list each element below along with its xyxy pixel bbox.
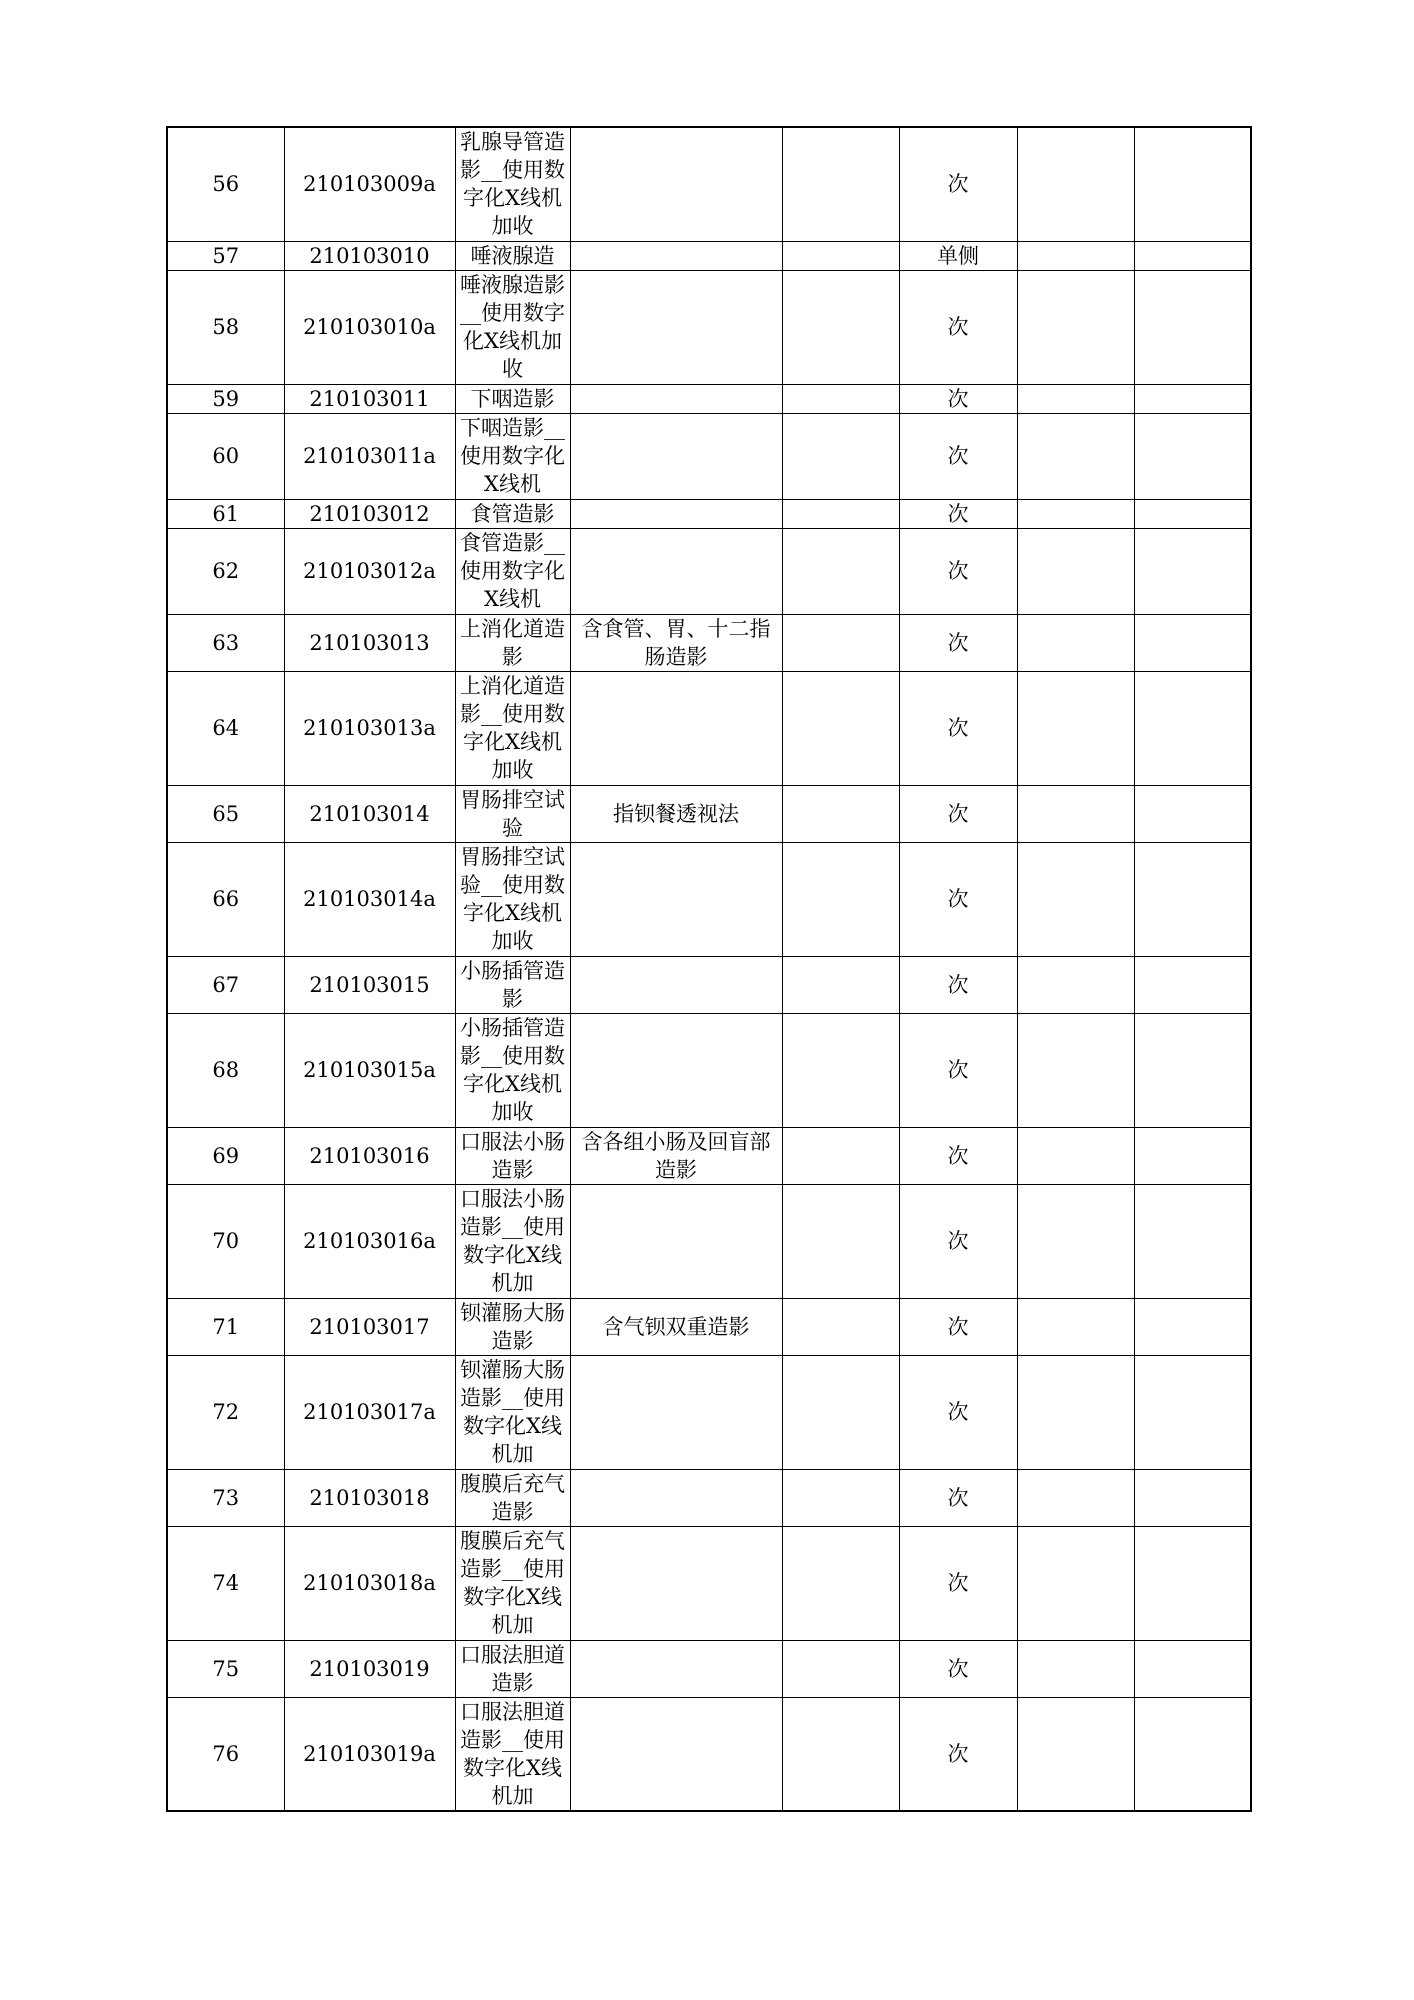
empty-cell xyxy=(1134,241,1251,270)
item-name: 食管造影__使用数字化X线机 xyxy=(455,528,570,614)
item-unit: 次 xyxy=(899,1640,1017,1697)
empty-cell xyxy=(1017,785,1134,842)
item-unit: 次 xyxy=(899,1355,1017,1469)
empty-cell xyxy=(1017,1526,1134,1640)
empty-cell xyxy=(782,1640,899,1697)
empty-cell xyxy=(1134,270,1251,384)
row-number: 59 xyxy=(167,384,284,413)
item-name: 食管造影 xyxy=(455,499,570,528)
table-row xyxy=(167,1013,1251,1127)
item-code: 210103016a xyxy=(284,1184,455,1298)
item-name: 下咽造影__使用数字化X线机 xyxy=(455,413,570,499)
table-row xyxy=(167,785,1251,842)
row-number: 58 xyxy=(167,270,284,384)
item-unit: 次 xyxy=(899,671,1017,785)
item-unit: 单侧 xyxy=(899,241,1017,270)
row-number: 68 xyxy=(167,1013,284,1127)
item-content: 含食管、胃、十二指肠造影 xyxy=(570,614,782,671)
item-name: 钡灌肠大肠造影 xyxy=(455,1298,570,1355)
table-row xyxy=(167,384,1251,413)
item-unit: 次 xyxy=(899,1469,1017,1526)
item-unit: 次 xyxy=(899,528,1017,614)
empty-cell xyxy=(1017,241,1134,270)
row-number: 57 xyxy=(167,241,284,270)
table-row xyxy=(167,1298,1251,1355)
row-number: 74 xyxy=(167,1526,284,1640)
empty-cell xyxy=(782,1184,899,1298)
item-unit: 次 xyxy=(899,1697,1017,1811)
item-unit: 次 xyxy=(899,614,1017,671)
empty-cell xyxy=(782,1469,899,1526)
table-row xyxy=(167,1697,1251,1811)
empty-cell xyxy=(1134,1127,1251,1184)
item-name: 胃肠排空试验__使用数字化X线机加收 xyxy=(455,842,570,956)
empty-cell xyxy=(1017,413,1134,499)
item-content xyxy=(570,1355,782,1469)
item-code: 210103012a xyxy=(284,528,455,614)
empty-cell xyxy=(1134,413,1251,499)
table-row xyxy=(167,1640,1251,1697)
empty-cell xyxy=(1017,1298,1134,1355)
item-name: 乳腺导管造影__使用数字化X线机加收 xyxy=(455,127,570,241)
item-unit: 次 xyxy=(899,785,1017,842)
row-number: 60 xyxy=(167,413,284,499)
item-content xyxy=(570,499,782,528)
item-name: 钡灌肠大肠造影__使用数字化X线机加 xyxy=(455,1355,570,1469)
item-content xyxy=(570,241,782,270)
empty-cell xyxy=(782,499,899,528)
empty-cell xyxy=(1134,785,1251,842)
item-code: 210103017 xyxy=(284,1298,455,1355)
empty-cell xyxy=(1134,384,1251,413)
table-row xyxy=(167,528,1251,614)
item-content xyxy=(570,956,782,1013)
empty-cell xyxy=(782,1697,899,1811)
item-unit: 次 xyxy=(899,413,1017,499)
empty-cell xyxy=(1134,1526,1251,1640)
item-code: 210103015a xyxy=(284,1013,455,1127)
empty-cell xyxy=(1017,671,1134,785)
item-name: 腹膜后充气造影 xyxy=(455,1469,570,1526)
empty-cell xyxy=(782,614,899,671)
item-unit: 次 xyxy=(899,956,1017,1013)
row-number: 71 xyxy=(167,1298,284,1355)
item-code: 210103013 xyxy=(284,614,455,671)
item-unit: 次 xyxy=(899,270,1017,384)
item-name: 腹膜后充气造影__使用数字化X线机加 xyxy=(455,1526,570,1640)
table-row xyxy=(167,1184,1251,1298)
item-code: 210103013a xyxy=(284,671,455,785)
empty-cell xyxy=(1134,1184,1251,1298)
table-row xyxy=(167,842,1251,956)
empty-cell xyxy=(782,956,899,1013)
item-code: 210103010a xyxy=(284,270,455,384)
item-name: 小肠插管造影 xyxy=(455,956,570,1013)
item-name: 小肠插管造影__使用数字化X线机加收 xyxy=(455,1013,570,1127)
empty-cell xyxy=(782,413,899,499)
item-content xyxy=(570,1469,782,1526)
table-row xyxy=(167,413,1251,499)
empty-cell xyxy=(782,671,899,785)
row-number: 73 xyxy=(167,1469,284,1526)
item-name: 口服法胆道造影 xyxy=(455,1640,570,1697)
table-row xyxy=(167,499,1251,528)
empty-cell xyxy=(1017,1469,1134,1526)
row-number: 70 xyxy=(167,1184,284,1298)
item-name: 上消化道造影__使用数字化X线机加收 xyxy=(455,671,570,785)
row-number: 67 xyxy=(167,956,284,1013)
item-name: 口服法小肠造影__使用数字化X线机加 xyxy=(455,1184,570,1298)
item-content xyxy=(570,384,782,413)
item-unit: 次 xyxy=(899,384,1017,413)
item-unit: 次 xyxy=(899,1013,1017,1127)
item-content xyxy=(570,528,782,614)
empty-cell xyxy=(782,1526,899,1640)
item-name: 唾液腺造影__使用数字化X线机加收 xyxy=(455,270,570,384)
price-table xyxy=(166,126,1252,1812)
row-number: 62 xyxy=(167,528,284,614)
item-unit: 次 xyxy=(899,842,1017,956)
empty-cell xyxy=(782,241,899,270)
table-row xyxy=(167,956,1251,1013)
item-code: 210103014 xyxy=(284,785,455,842)
empty-cell xyxy=(1134,1469,1251,1526)
empty-cell xyxy=(1017,528,1134,614)
row-number: 76 xyxy=(167,1697,284,1811)
row-number: 64 xyxy=(167,671,284,785)
table-row xyxy=(167,127,1251,241)
item-content xyxy=(570,127,782,241)
item-code: 210103015 xyxy=(284,956,455,1013)
item-content xyxy=(570,270,782,384)
empty-cell xyxy=(1134,1298,1251,1355)
item-name: 下咽造影 xyxy=(455,384,570,413)
item-code: 210103017a xyxy=(284,1355,455,1469)
item-unit: 次 xyxy=(899,1298,1017,1355)
item-content xyxy=(570,842,782,956)
empty-cell xyxy=(1017,270,1134,384)
empty-cell xyxy=(1017,1697,1134,1811)
table-row xyxy=(167,671,1251,785)
item-code: 210103011a xyxy=(284,413,455,499)
row-number: 56 xyxy=(167,127,284,241)
item-name: 唾液腺造 xyxy=(455,241,570,270)
item-content xyxy=(570,671,782,785)
empty-cell xyxy=(1017,384,1134,413)
row-number: 61 xyxy=(167,499,284,528)
empty-cell xyxy=(1134,1355,1251,1469)
table-row xyxy=(167,1127,1251,1184)
empty-cell xyxy=(1017,1640,1134,1697)
item-unit: 次 xyxy=(899,127,1017,241)
empty-cell xyxy=(1017,1355,1134,1469)
item-code: 210103012 xyxy=(284,499,455,528)
empty-cell xyxy=(782,384,899,413)
item-unit: 次 xyxy=(899,1526,1017,1640)
empty-cell xyxy=(782,270,899,384)
empty-cell xyxy=(1134,1697,1251,1811)
empty-cell xyxy=(1017,127,1134,241)
item-code: 210103010 xyxy=(284,241,455,270)
empty-cell xyxy=(1017,1127,1134,1184)
item-code: 210103011 xyxy=(284,384,455,413)
empty-cell xyxy=(1134,127,1251,241)
item-name: 口服法小肠造影 xyxy=(455,1127,570,1184)
empty-cell xyxy=(782,127,899,241)
row-number: 65 xyxy=(167,785,284,842)
empty-cell xyxy=(782,785,899,842)
item-code: 210103014a xyxy=(284,842,455,956)
empty-cell xyxy=(1017,1184,1134,1298)
row-number: 72 xyxy=(167,1355,284,1469)
empty-cell xyxy=(1017,842,1134,956)
item-content: 含各组小肠及回盲部造影 xyxy=(570,1127,782,1184)
item-code: 210103019a xyxy=(284,1697,455,1811)
item-unit: 次 xyxy=(899,1184,1017,1298)
item-content xyxy=(570,1013,782,1127)
item-content xyxy=(570,1184,782,1298)
row-number: 66 xyxy=(167,842,284,956)
empty-cell xyxy=(782,1013,899,1127)
item-content: 指钡餐透视法 xyxy=(570,785,782,842)
empty-cell xyxy=(1134,528,1251,614)
item-code: 210103009a xyxy=(284,127,455,241)
item-content: 含气钡双重造影 xyxy=(570,1298,782,1355)
item-unit: 次 xyxy=(899,1127,1017,1184)
row-number: 69 xyxy=(167,1127,284,1184)
item-content xyxy=(570,1526,782,1640)
item-unit: 次 xyxy=(899,499,1017,528)
table-row xyxy=(167,1469,1251,1526)
empty-cell xyxy=(782,1298,899,1355)
item-content xyxy=(570,1640,782,1697)
row-number: 63 xyxy=(167,614,284,671)
empty-cell xyxy=(1017,614,1134,671)
table-row xyxy=(167,241,1251,270)
item-code: 210103018 xyxy=(284,1469,455,1526)
item-name: 上消化道造影 xyxy=(455,614,570,671)
item-content xyxy=(570,1697,782,1811)
item-code: 210103019 xyxy=(284,1640,455,1697)
empty-cell xyxy=(1134,1640,1251,1697)
empty-cell xyxy=(1017,499,1134,528)
item-content xyxy=(570,413,782,499)
empty-cell xyxy=(782,528,899,614)
empty-cell xyxy=(1134,956,1251,1013)
empty-cell xyxy=(1134,1013,1251,1127)
item-code: 210103018a xyxy=(284,1526,455,1640)
empty-cell xyxy=(1017,956,1134,1013)
table-row xyxy=(167,1526,1251,1640)
item-code: 210103016 xyxy=(284,1127,455,1184)
item-name: 胃肠排空试验 xyxy=(455,785,570,842)
empty-cell xyxy=(1134,842,1251,956)
empty-cell xyxy=(1134,499,1251,528)
row-number: 75 xyxy=(167,1640,284,1697)
empty-cell xyxy=(782,1127,899,1184)
empty-cell xyxy=(782,842,899,956)
table-row xyxy=(167,614,1251,671)
table-row xyxy=(167,1355,1251,1469)
item-name: 口服法胆道造影__使用数字化X线机加 xyxy=(455,1697,570,1811)
empty-cell xyxy=(782,1355,899,1469)
table-row xyxy=(167,270,1251,384)
empty-cell xyxy=(1017,1013,1134,1127)
empty-cell xyxy=(1134,671,1251,785)
empty-cell xyxy=(1134,614,1251,671)
